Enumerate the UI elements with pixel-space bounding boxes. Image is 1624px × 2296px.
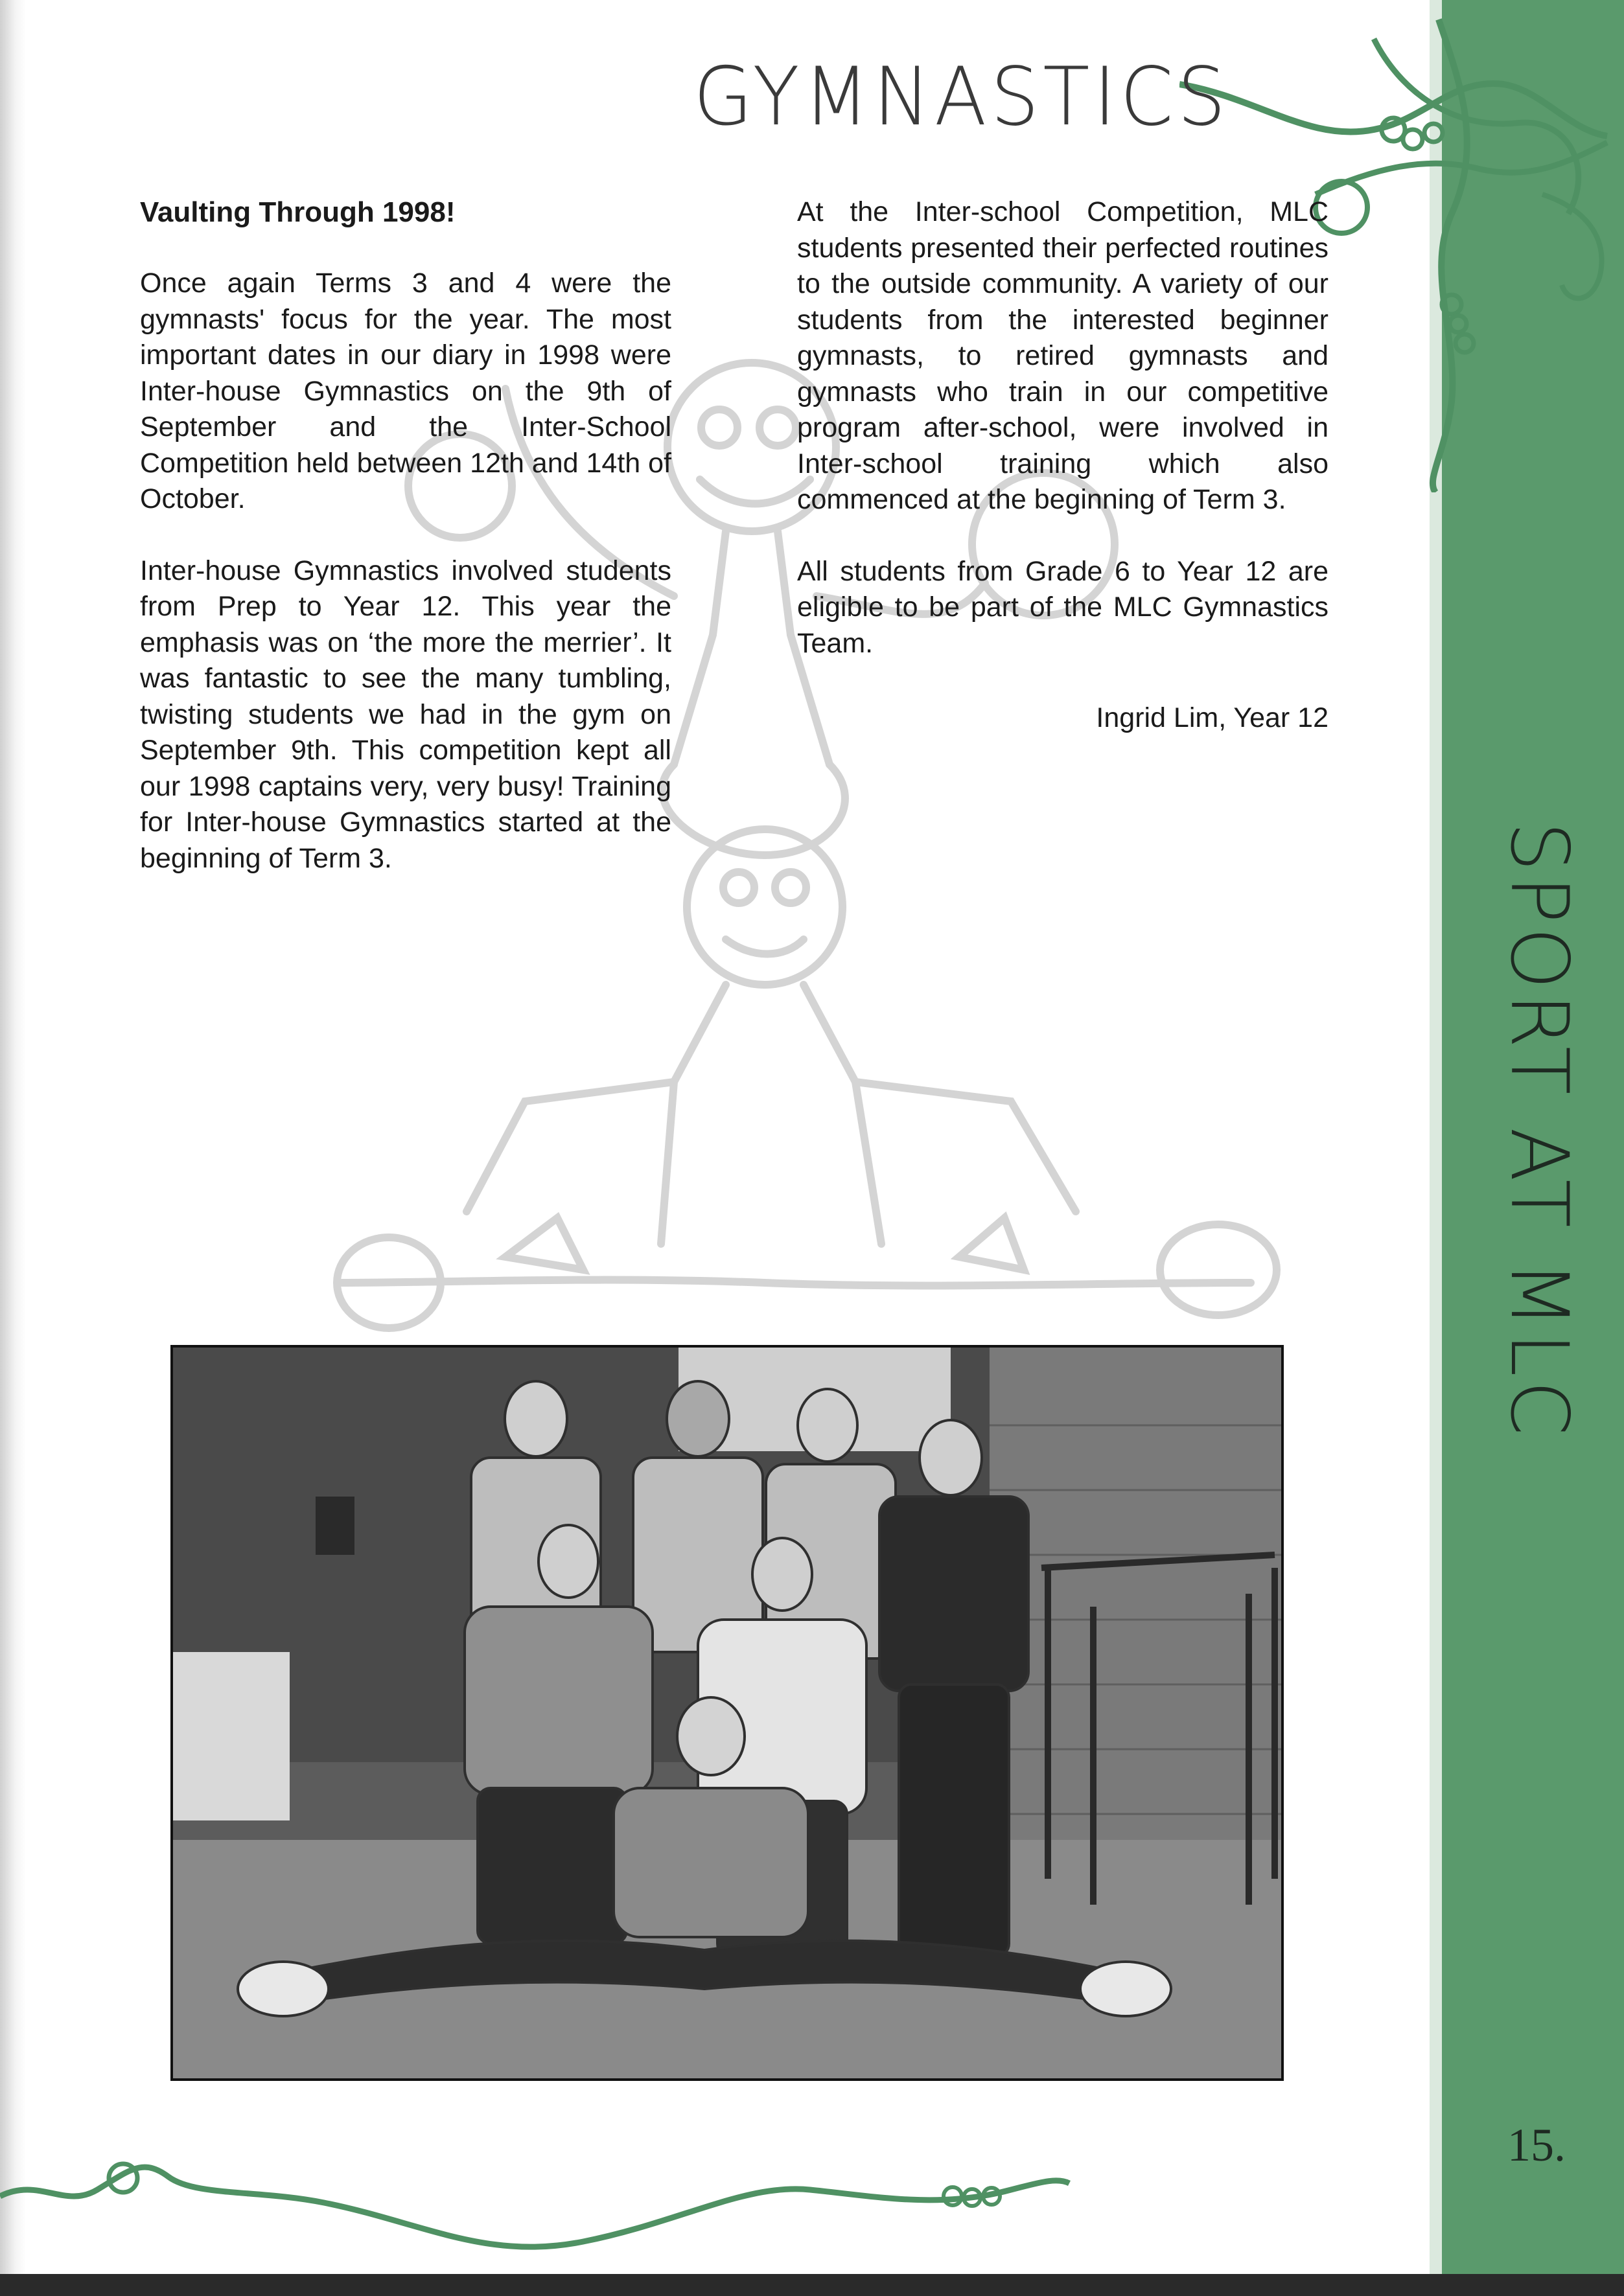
team-group-photo-image [173, 1348, 1281, 2078]
article-heading: Vaulting Through 1998! [140, 196, 456, 228]
article-paragraph: At the Inter-school Competition, MLC students presented their perfected routines to the outside community. A variety of our students from the interested beginner gymnasts, to retired gymnasts and gymnasts who train in our competitive program after-school, were involved in Inter-school training which also commenced at the beginning of Term 3. [797, 196, 1328, 515]
page-bottom-edge [0, 2274, 1624, 2296]
article-paragraph: Once again Terms 3 and 4 were the gymnasts' focus for the year. The most important dates in our diary in 1998 were Inter-house Gymnastics on the 9th of September and the Inter-School Competition held between 12th and 14th of October. [140, 268, 671, 514]
article-right-column [797, 194, 1328, 737]
green-swirl-decoration-bottom-icon [0, 2118, 1102, 2267]
section-side-label: SPORT AT MLC [1493, 821, 1585, 1440]
article-paragraph: Inter-house Gymnastics involved students from Prep to Year 12. This year the emphasis was on ‘the more the merrier’. It was fantastic to see the many tumbling, twisting students we had in the gym on September 9th. This competition kept all our 1998 captains very, very busy! Training for Inter-house Gymnastics started at the beginning of Term 3. [140, 555, 671, 874]
article-signature: Ingrid Lim, Year 12 [1096, 702, 1328, 733]
section-title: GYMNASTICS [693, 49, 1230, 144]
article-paragraph: All students from Grade 6 to Year 12 are eligible to be part of the MLC Gymnastics Team. [797, 555, 1328, 659]
page-binding-edge [0, 0, 26, 2296]
article-left-column [140, 194, 671, 912]
team-group-photo [170, 1345, 1284, 2081]
page-number: 15. [1507, 2119, 1566, 2171]
